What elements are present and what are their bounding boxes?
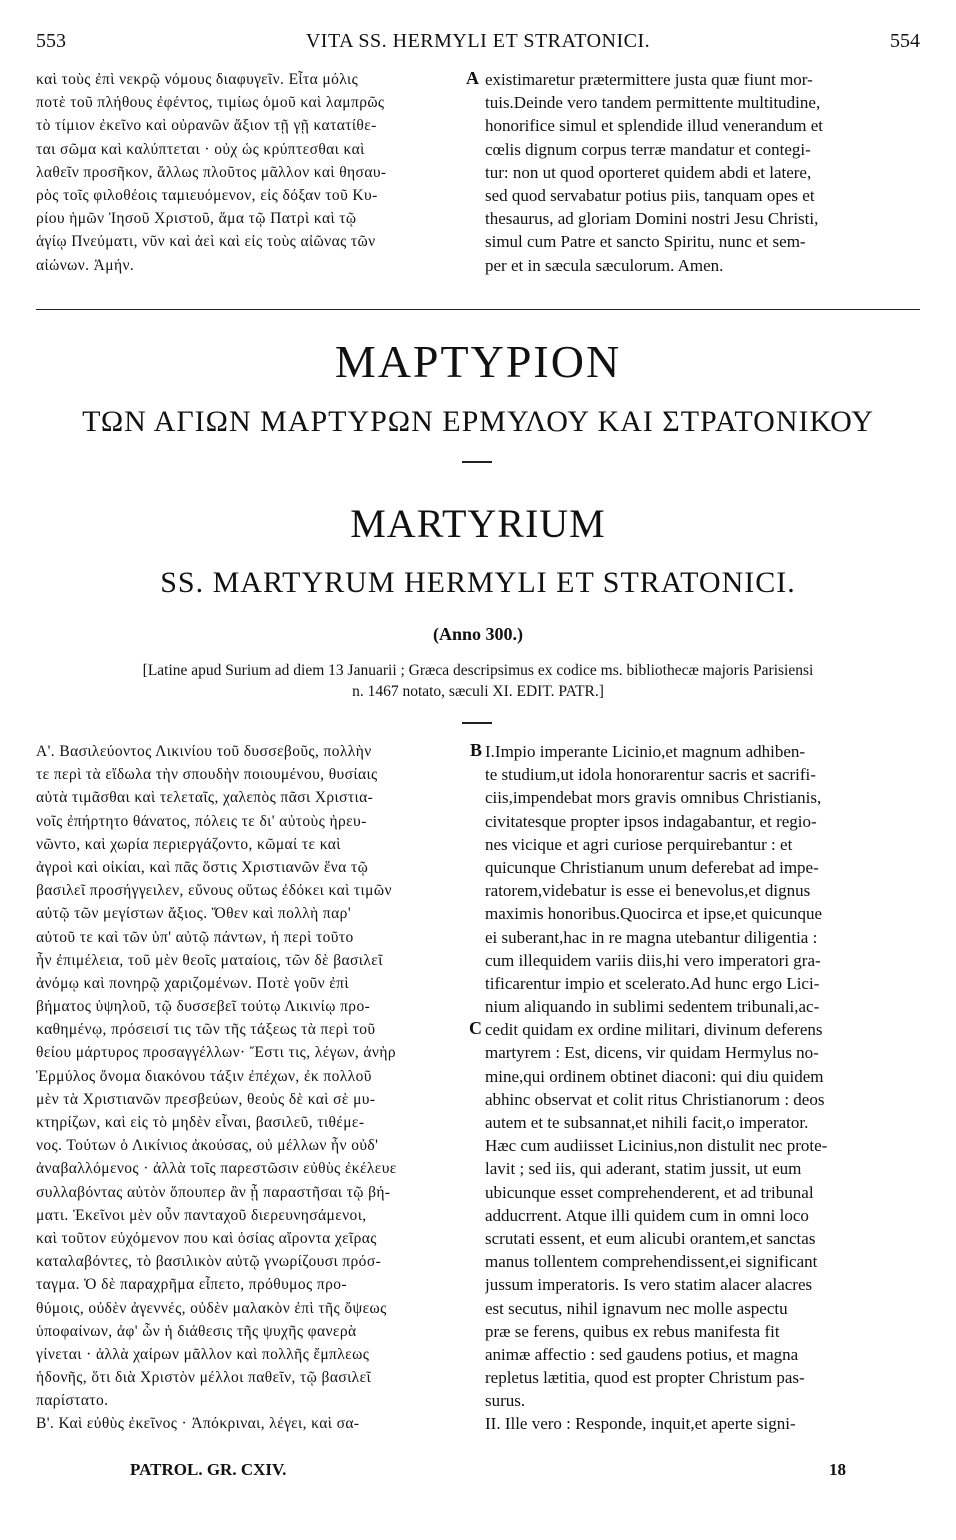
text-line: ἀναβαλλόμενος · ἀλλὰ τοῖς παρεστῶσιν εὐθὺς ἐκέλευε [36,1160,397,1178]
text-line: abhinc observat et colit ritus Christianorum : deos [485,1089,825,1109]
latin-title: MARTYRIUM [350,501,606,546]
text-line: βασιλεῖ προσήγγειλεν, εὔνους οὕτως ἐδόκει καὶ τιμῶν [36,882,392,900]
text-line: κτηρίζων, καὶ εἰς τὸ μηδὲν εἶναι, βασιλεῦ, τιθέμε- [36,1114,365,1131]
text-line: ἀνόμῳ καὶ πονηρῷ χαριζομένων. Ποτὲ γοῦν ἐπὶ [36,974,349,992]
text-line: ubicunque esset comprehenderent, et ad tribunal [485,1182,814,1202]
text-line: ratorem,videbatur is esse ei benevolus,et dignus [485,881,811,901]
text-line: te studium,ut idola honorarentur sacris et sacrifi- [485,765,816,785]
text-line: Hæc cum audiisset Licinius,non distulit nec prote- [485,1136,828,1156]
editorial-note-line2: n. 1467 notato, sæculi XI. EDIT. PATR.] [352,683,604,700]
text-line: thesaurus, ad gloriam Domini nostri Jesu Christi, [485,209,819,229]
text-line: surus. [485,1391,526,1411]
column-marker-b: B [470,740,483,760]
running-title: VITA SS. HERMYLI ET STRATONICI. [305,30,651,52]
text-line: λαθεῖν προσῆκον, ἄλλως πλοῦτος μᾶλλον καὶ θησαυ- [36,163,387,181]
text-line: συλλαβόντας αὐτὸν ὅπουπερ ἂν ᾖ παραστῆσαι τῷ βή- [36,1183,391,1201]
text-line: καταλαβόντες, τὸ βασιλικὸν αὐτῷ γνωρίζουσι πρόσ- [36,1253,382,1271]
text-line: martyrem : Est, dicens, vir quidam Hermylus no- [485,1043,819,1063]
text-line: τὸ τίμιον ἐκεῖνο καὶ οὐρανῶν ἄξιον τῇ γῇ κατατίθε- [36,117,377,135]
text-line: animæ affectio : sed gaudens potius, et magna [485,1344,799,1364]
text-line: Α'. Βασιλεύοντος Λικινίου τοῦ δυσσεβοῦς, πολλὴν [36,743,372,760]
column-marker-a: A [466,68,479,88]
year-label: (Anno 300.) [432,624,523,644]
text-line: mine,qui ordinem obtinet diaconi: qui diu quidem [485,1066,824,1086]
text-line: μὲν τὰ Χριστιανῶν πρεσβεύων, θεοὺς δὲ καὶ σὲ μυ- [36,1090,376,1108]
text-line: tuis.Deinde vero tandem permittente multitudine, [485,93,821,113]
text-line: αἰώνων. Ἀμήν. [36,256,135,274]
text-line: adducrrent. Atque illi quidem cum in omni loco [485,1205,809,1225]
text-line: παρίστατο. [36,1392,109,1410]
text-line: ciis,impendebat mors gravis omnibus Christianis, [485,788,822,808]
text-line: Β'. Καὶ εὐθὺς ἐκεῖνος · Ἀπόκριναι, λέγει, καὶ σα- [36,1415,360,1433]
text-line: ματι. Ἐκεῖνοι μὲν οὖν πανταχοῦ διερευνησάμενοι, [36,1206,367,1224]
text-line: ρίου ἡμῶν Ἰησοῦ Χριστοῦ, ἅμα τῷ Πατρὶ καὶ τῷ [36,210,357,228]
bottom-latin-column [485,740,921,1436]
text-line: quicunque Christianum unum deferebat ad impe- [485,857,819,877]
text-line: γίνεται · ἀλλὰ χαίρων μᾶλλον καὶ πολλῆς ἔμπλεως [36,1345,370,1363]
page-number-left: 553 [36,30,66,52]
text-line: νος. Τούτων ὁ Λικίνιος ἀκούσας, οὐ μέλλων ἦν οὐδ' [36,1137,379,1155]
text-line: ἁγίῳ Πνεύματι, νῦν καὶ ἀεὶ καὶ εἰς τοὺς αἰῶνας τῶν [36,233,376,251]
text-line: tificarentur impio et scelerato.Ad hunc ergo Lici- [485,973,820,993]
text-line: nes vicique et agri curiose perquirebantur : et [485,834,793,854]
text-line: tur: non ut quod oporteret quidem abdi et latere, [485,162,812,182]
text-line: I.Impio imperante Licinio,et magnum adhiben- [485,742,806,761]
text-line: jussum imperatoris. Is vero statim alacer alacres [485,1275,813,1295]
greek-subtitle: ΤΩΝ ΑΓΙΩΝ ΜΑΡΤΥΡΩΝ ΕΡΜΥΛΟΥ ΚΑΙ ΣΤΡΑΤΟΝΙΚΟΥ [82,405,874,438]
running-header [36,30,920,56]
text-line: præ se ferens, quibus ex rebus manifesta fit [485,1321,780,1341]
text-line: ὑποφαίνων, ἀφ' ὧν ἡ διάθεσις τῆς ψυχῆς φανερὰ [36,1322,357,1340]
footer-signature: 18 [829,1460,846,1479]
note-dash [462,722,492,724]
text-line: ἀγροὶ καὶ οἰκίαι, καὶ πᾶς ὅστις Χριστιανῶν ἕνα τῷ [36,858,369,876]
text-line: νῶντο, καὶ χωρία περιεργάζοντο, κῶμαί τε καὶ [36,835,341,853]
bottom-greek-column [36,740,472,1436]
page-number-right: 554 [890,30,920,52]
text-line: θείου μάρτυρος προσαγγέλλων· Ἔστι τις, λέγων, ἀνὴρ [36,1044,396,1062]
text-line: Ἑρμύλος ὄνομα διακόνου τάξιν ἐπέχων, ἐκ πολλοῦ [36,1067,372,1085]
text-line: nium aliquando in sublimi sedentem tribunali,ac- [485,997,820,1017]
text-line: καὶ τοῦτον εὐχόμενον που καὶ ὁσίας αἴροντα χεῖρας [36,1229,377,1247]
text-line: βήματος ὑψηλοῦ, τῷ δυσσεβεῖ τούτῳ Λικινίῳ προ- [36,998,371,1016]
text-line: νοῖς ἐπήρτητο θάνατος, πόλεις τε δι' αὐτοὺς ἠρευ- [36,812,367,830]
text-line: honorifice simul et splendide illud venerandum et [485,116,824,136]
text-line: θύμοις, οὐδὲν ἀγεννές, οὐδὲν μαλακὸν ἐπὶ τῆς ὄψεως [36,1299,387,1317]
text-line: αὐτοῦ τε καὶ τῶν ὑπ' αὐτῷ πάντων, ἡ περὶ τοῦτο [36,928,354,946]
column-marker-c: C [469,1018,482,1038]
text-line: cedit quidam ex ordine militari, divinum deferens [485,1020,823,1040]
title-dash [462,461,492,463]
text-line: τε περὶ τὰ εἴδωλα τὴν σπουδὴν ποιουμένου, θυσίαις [36,766,378,784]
text-line: repletus lætitia, quod est propter Christum pas- [485,1368,805,1388]
text-line: scrutati essent, et eum alicubi orantem,et sanctas [485,1228,816,1248]
text-line: maximis honoribus.Quocirca et ipse,et quicunque [485,904,823,924]
text-line: cum illequidem variis diis,hi vero imperatori gra- [485,950,821,970]
text-line: αὐτῷ τῶν μεγίστων ἄξιος. Ὅθεν καὶ πολλὴ παρ' [36,905,352,923]
top-greek-column [36,68,472,277]
text-line: sed quod servabatur potius piis, tanquam opes et [485,185,815,205]
text-line: autem et te subsannat,et nihili facit,o imperator. [485,1113,809,1132]
text-line: II. Ille vero : Responde, inquit,et aperte signi- [485,1414,796,1434]
text-line: simul cum Patre et sancto Spiritu, nunc et sem- [485,232,806,252]
text-line: ἦν ἐπιμέλεια, τοῦ μὲν θεοῖς ματαίοις, τῶν δὲ βασιλεῖ [36,951,383,969]
text-line: est secutus, nihil ignavum nec molle aspectu [485,1298,788,1318]
editorial-note-line1: [Latine apud Surium ad diem 13 Januarii ; Græca descripsimus ex codice ms. bibliothecæ majoris Parisiensi [142,662,814,679]
text-line: civitatesque propter ipsos indagabantur, et regio- [485,811,817,831]
text-line: manus tollentem comprehendissent,ei significant [485,1252,818,1272]
section-divider [36,309,920,310]
greek-title: ΜΑΡΤΥΡΙΟΝ [334,336,622,387]
text-line: ται σῶμα καὶ καλύπτεται · οὐχ ὡς κρύπτεσθαι καὶ [36,140,365,158]
text-line: ei suberant,hac in re magna utebantur diligentia : [485,927,818,947]
text-line: lavit ; sed iis, qui aderant, statim jussit, ut eum [485,1159,802,1179]
text-line: ταγμα. Ὁ δὲ παραχρῆμα εἶπετο, πρόθυμος προ- [36,1276,347,1294]
text-line: αὐτὰ τιμᾶσθαι καὶ τελεταῖς, χαλεπὸς πᾶσι Χριστια- [36,789,374,807]
text-line: ρὸς τοῖς φιλοθέοις ταμιευόμενον, εἰς δόξαν τοῦ Κυ- [36,186,378,204]
text-line: cœlis dignum corpus terræ mandatur et contegi- [485,139,811,159]
text-line: ἡδονῆς, ὅτι διὰ Χριστὸν μέλλοι παθεῖν, τῷ βασιλεῖ [36,1369,372,1387]
text-line: καθημένῳ, πρόσεισί τις τῶν τῆς τάξεως τὰ περὶ τοῦ [36,1021,376,1039]
top-latin-column [485,68,921,277]
text-line: existimaretur prætermittere justa quæ fiunt mor- [485,70,813,89]
footer-source: PATROL. GR. CXIV. [130,1460,287,1479]
text-line: ποτὲ τοῦ πλήθους ἐφέντος, τιμίως ὁμοῦ καὶ λαμπρῶς [36,94,385,112]
editorial-note [36,660,920,702]
latin-subtitle: SS. MARTYRUM HERMYLI ET STRATONICI. [160,566,796,599]
text-line: per et in sæcula sæculorum. Amen. [485,255,724,275]
text-line: καὶ τοὺς ἐπὶ νεκρῷ νόμους διαφυγεῖν. Εἶτα μόλις [36,71,359,88]
